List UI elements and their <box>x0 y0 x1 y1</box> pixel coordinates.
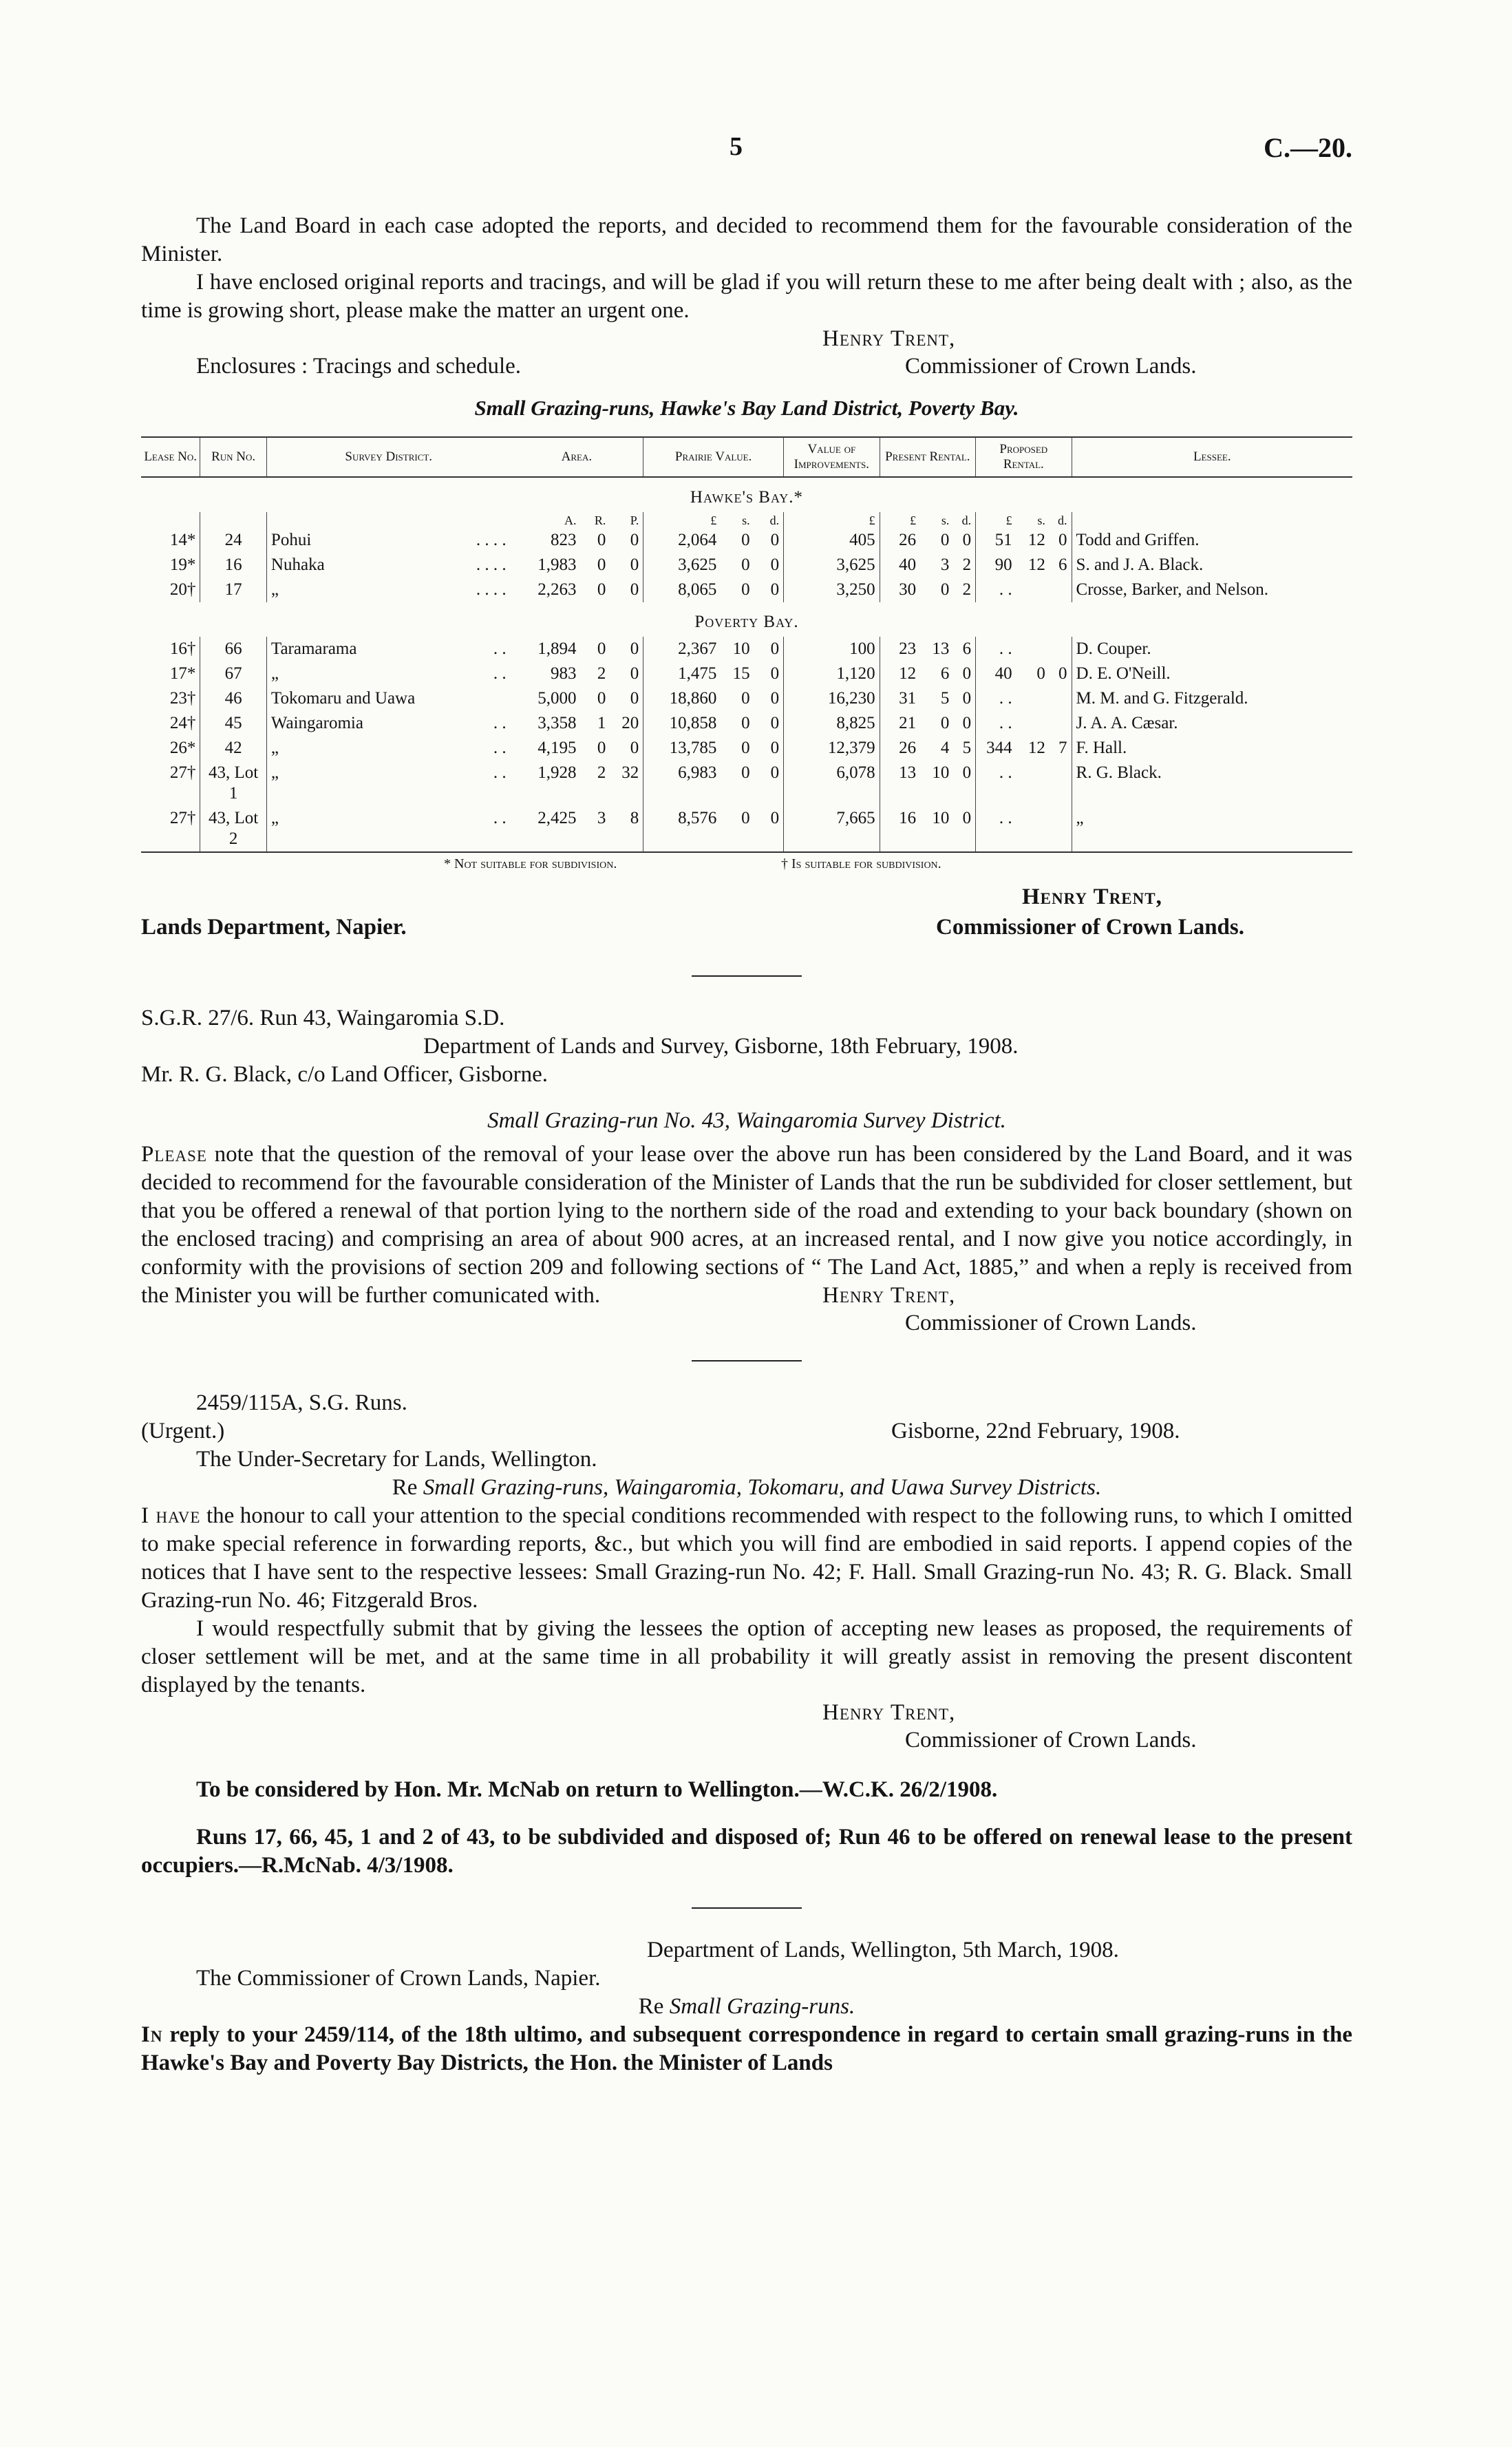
survey-district <box>266 711 510 736</box>
letter4-dateline: Department of Lands, Wellington, 5th March, 1908. <box>647 1938 1119 1963</box>
unit-label: s. <box>1037 513 1045 527</box>
letter3-addressee: The Under-Secretary for Lands, Wellington. <box>196 1447 597 1472</box>
table-row <box>141 736 1352 761</box>
survey-district <box>266 736 510 761</box>
area-acres: 1,983 <box>537 555 577 575</box>
present-pounds: 40 <box>880 553 920 578</box>
area-acres: 2,263 <box>537 580 577 600</box>
proposed-pence: 0 <box>1058 531 1067 550</box>
section-heading: Poverty Bay. <box>694 613 799 632</box>
prairie-shillings: 0 <box>741 689 750 708</box>
lead-word: In <box>141 2022 163 2047</box>
present-shillings: 10 <box>920 806 953 852</box>
present-pounds: 26 <box>880 736 920 761</box>
lease-no: 17* <box>169 664 196 684</box>
section-heading-row <box>141 477 1352 512</box>
area-acres: 2,425 <box>511 806 581 852</box>
signatory-name: Henry Trent, <box>822 1283 956 1309</box>
unit-label: d. <box>961 513 972 527</box>
run-no-text: 16 <box>224 555 242 575</box>
survey-district <box>266 637 510 661</box>
proposed-pounds: 40 <box>976 661 1016 686</box>
district-name: Tokomaru and Uawa <box>270 689 416 708</box>
proposed-pence <box>1050 761 1072 806</box>
run-no <box>200 806 267 852</box>
table-body <box>141 477 1352 853</box>
table-header-row <box>141 437 1352 477</box>
run-no-text: 17 <box>224 580 242 600</box>
proposed-shillings: 12 <box>1027 739 1045 758</box>
area-roods: 2 <box>597 763 606 783</box>
run-no <box>200 637 267 661</box>
unit-label: £ <box>880 512 920 529</box>
lessee-name: Todd and Griffen. <box>1072 528 1352 553</box>
proposed-pounds: . . <box>976 711 1016 736</box>
improvements-value: 100 <box>784 637 880 661</box>
re-word: Re <box>638 1994 664 2019</box>
units-spacer <box>200 512 267 529</box>
prairie-pence: 0 <box>770 531 780 550</box>
leader-dots: . . <box>493 639 507 659</box>
unit-label: £ <box>643 512 721 529</box>
present-pounds: 23 <box>880 637 920 661</box>
present-shillings: 5 <box>940 689 950 708</box>
proposed-pounds: 51 <box>976 528 1016 553</box>
prairie-pounds: 10,858 <box>643 711 721 736</box>
proposed-pounds: . . <box>976 761 1016 806</box>
unit-label: d. <box>1058 513 1067 527</box>
run-no <box>200 578 267 602</box>
table-row <box>141 761 1352 806</box>
unit-label: P. <box>630 513 639 527</box>
proposed-shillings <box>1016 578 1050 602</box>
area-roods: 0 <box>597 531 606 550</box>
body-text: reply to your 2459/114, of the 18th ultimo, and subsequent correspondence in regard to certain small grazing-runs in the Hawke's Bay and Poverty Bay Districts, the Hon. the Minister of Lands <box>141 2022 1352 2075</box>
area-acres: 983 <box>551 664 577 684</box>
present-pence: 0 <box>962 714 972 733</box>
leader-dots: . . . . <box>476 531 507 550</box>
prairie-pounds: 8,576 <box>643 806 721 852</box>
present-pence: 2 <box>962 555 972 575</box>
signatory-name: Henry Trent, <box>822 326 956 351</box>
col-area: Area. <box>511 437 643 477</box>
proposed-pence <box>1050 637 1072 661</box>
document-page <box>141 131 1352 2077</box>
area-perches: 0 <box>630 639 639 659</box>
units-spacer <box>266 512 510 529</box>
lessee-name: R. G. Black. <box>1072 761 1352 806</box>
table-row <box>141 711 1352 736</box>
lessee-name: Crosse, Barker, and Nelson. <box>1072 578 1352 602</box>
runs-table <box>141 436 1352 853</box>
prairie-shillings: 0 <box>721 806 754 852</box>
present-shillings: 10 <box>932 763 950 783</box>
proposed-shillings <box>1016 761 1050 806</box>
letter1-para1: The Land Board in each case adopted the reports, and decided to recommend them for the favourable consideration of the Minister. <box>141 213 1352 266</box>
letter2-ref: S.G.R. 27/6. Run 43, Waingaromia S.D. <box>141 1006 505 1031</box>
letter2-signature <box>141 1282 1352 1339</box>
unit-label: £ <box>784 512 880 529</box>
urgent-note: (Urgent.) <box>141 1419 225 1444</box>
survey-district <box>266 806 510 852</box>
signatory-title: Commissioner of Crown Lands. <box>905 353 1197 379</box>
proposed-shillings <box>1016 637 1050 661</box>
lease-no: 19* <box>169 555 196 575</box>
area-roods: 2 <box>597 664 606 684</box>
area-roods: 0 <box>597 580 606 600</box>
subject-text: Small Grazing-runs. <box>669 1994 855 2019</box>
proposed-shillings: 12 <box>1027 555 1045 575</box>
letter3-ref: 2459/115A, S.G. Runs. <box>196 1390 407 1416</box>
run-no-text: 46 <box>224 689 242 708</box>
signatory-title: Commissioner of Crown Lands. <box>905 1728 1197 1753</box>
district-name: Nuhaka <box>270 555 325 575</box>
area-roods: 0 <box>597 689 606 708</box>
district-name: Pohui <box>270 531 312 550</box>
present-pence: 0 <box>953 806 975 852</box>
prairie-pence: 0 <box>770 739 780 758</box>
prairie-pence: 0 <box>770 664 780 684</box>
area-perches: 0 <box>630 739 639 758</box>
prairie-shillings: 0 <box>741 555 750 575</box>
prairie-shillings: 0 <box>741 531 750 550</box>
lease-no: 16† <box>169 639 196 659</box>
lead-word: Please <box>141 1141 207 1167</box>
present-shillings: 0 <box>940 580 950 600</box>
district-name: „ <box>270 809 279 828</box>
present-pounds: 21 <box>880 711 920 736</box>
letter4-addressee: The Commissioner of Crown Lands, Napier. <box>196 1966 601 1991</box>
lead-word: I have <box>141 1503 201 1529</box>
proposed-pence <box>1050 686 1072 711</box>
letter4-body <box>141 2021 1352 2077</box>
letter3-body2: I would respectfully submit that by giving the lessees the option of accepting new leases as proposed, the requirements of closer settlement will be met, and at the same time in all probability it will greatly assist in removing the present discontent displayed by the tenants. <box>141 1616 1352 1697</box>
lessee-name: D. E. O'Neill. <box>1072 661 1352 686</box>
area-roods: 1 <box>597 714 606 733</box>
letter3-subject <box>141 1474 1352 1502</box>
area-acres: 5,000 <box>537 689 577 708</box>
area-perches: 0 <box>630 531 639 550</box>
prairie-shillings: 0 <box>741 739 750 758</box>
re-word: Re <box>392 1475 418 1501</box>
col-lessee: Lessee. <box>1072 437 1352 477</box>
area-acres: 4,195 <box>537 739 577 758</box>
improvements-value: 3,625 <box>784 553 880 578</box>
present-shillings: 3 <box>940 555 950 575</box>
parliamentary-ref: C.—20. <box>1264 132 1352 163</box>
present-pence: 2 <box>962 580 972 600</box>
area-perches: 0 <box>630 555 639 575</box>
unit-label: d. <box>769 513 780 527</box>
letter2-addressee: Mr. R. G. Black, c/o Land Officer, Gisborne. <box>141 1062 549 1088</box>
run-no <box>200 736 267 761</box>
district-name: Taramarama <box>270 639 357 659</box>
survey-district <box>266 761 510 806</box>
table-row <box>141 553 1352 578</box>
schedule-signature <box>141 883 1352 945</box>
improvements-value: 8,825 <box>784 711 880 736</box>
body-text: note that the question of the removal of your lease over the above run has been considered by the Land Board, and it was decided to recommend for the favourable consideration of the Minister of Lands that the run be subdivided for closer settlement, but that you be offered a renewal of that portion lying to the northern side of the road and extending to your back boundary (shown on the enclosed tracing) and comprising an area of about 900 acres, at an increased rental, and I now give you notice accordingly, in conformity with the provisions of section 209 and following sections of “ The Land Act, 1885,” and when a reply is received from the Minister you will be further comunicated with. <box>141 1141 1352 1308</box>
minute-1: To be considered by Hon. Mr. McNab on return to Wellington.—W.C.K. 26/2/1908. <box>196 1777 998 1803</box>
prairie-pounds: 1,475 <box>643 661 721 686</box>
proposed-shillings <box>1016 711 1050 736</box>
present-shillings: 0 <box>940 531 950 550</box>
col-district: Survey District. <box>266 437 510 477</box>
present-shillings: 6 <box>940 664 950 684</box>
present-pounds: 12 <box>880 661 920 686</box>
present-shillings: 0 <box>940 714 950 733</box>
col-improve: Value of Improvements. <box>784 437 880 477</box>
office-name: Lands Department, Napier. <box>141 915 407 940</box>
col-lease: Lease No. <box>141 437 200 477</box>
area-acres: 823 <box>551 531 577 550</box>
leader-dots: . . <box>493 664 507 684</box>
proposed-shillings: 12 <box>1027 531 1045 550</box>
lease-no: 27† <box>169 763 196 783</box>
body-text: the honour to call your attention to the special conditions recommended with respect to the following runs, to which I omitted to make special reference in forwarding reports, &c., but which you will find are embodied in said reports. I append copies of the notices that I have sent to the respective lessees: Small Grazing-run No. 42; F. Hall. Small Grazing-run No. 43; R. G. Black. Small Grazing-run No. 46; Fitzgerald Bros. <box>141 1503 1352 1613</box>
prairie-pence: 0 <box>754 806 784 852</box>
col-run: Run No. <box>200 437 267 477</box>
run-no <box>200 528 267 553</box>
minute-2: Runs 17, 66, 45, 1 and 2 of 43, to be subdivided and disposed of; Run 46 to be offered on renewal lease to the present occupiers.—R.McNab. 4/3/1908. <box>141 1825 1352 1878</box>
survey-district <box>266 661 510 686</box>
leader-dots: . . <box>493 763 507 783</box>
run-no <box>200 686 267 711</box>
prairie-pence: 0 <box>770 555 780 575</box>
run-no <box>200 661 267 686</box>
district-name: Waingaromia <box>270 714 363 733</box>
letter2-subject: Small Grazing-run No. 43, Waingaromia Survey District. <box>487 1108 1006 1134</box>
section-divider <box>692 1907 802 1909</box>
letter1-signature <box>141 325 1352 383</box>
schedule-title: Small Grazing-runs, Hawke's Bay Land District, Poverty Bay. <box>474 395 1019 420</box>
present-pence: 0 <box>962 664 972 684</box>
present-pence: 5 <box>962 739 972 758</box>
unit-label: A. <box>564 513 577 527</box>
survey-district <box>266 578 510 602</box>
letter3-signature <box>141 1699 1352 1757</box>
section-divider <box>692 975 802 977</box>
letter4-subject <box>141 1993 1352 2021</box>
lessee-name: J. A. A. Cæsar. <box>1072 711 1352 736</box>
prairie-pence: 0 <box>770 639 780 659</box>
section-divider <box>692 1360 802 1362</box>
proposed-pounds: 344 <box>976 736 1016 761</box>
district-name: „ <box>270 580 279 600</box>
prairie-pounds: 3,625 <box>643 553 721 578</box>
improvements-value: 405 <box>784 528 880 553</box>
proposed-pounds: . . <box>976 637 1016 661</box>
run-no-text: 42 <box>224 739 242 758</box>
area-perches: 32 <box>621 763 639 783</box>
prairie-pounds: 6,983 <box>643 761 721 806</box>
prairie-pence: 0 <box>770 689 780 708</box>
proposed-pounds: . . <box>976 578 1016 602</box>
prairie-pounds: 13,785 <box>643 736 721 761</box>
lease-no: 27† <box>141 806 200 852</box>
leader-dots: . . <box>493 809 507 828</box>
prairie-pence: 0 <box>770 580 780 600</box>
proposed-pence <box>1050 711 1072 736</box>
lessee-name: F. Hall. <box>1072 736 1352 761</box>
letter1-para2: I have enclosed original reports and tracings, and will be glad if you will return these to me after being dealt with ; also, as the time is growing short, please make the matter an urgent one. <box>141 269 1352 323</box>
area-acres: 1,928 <box>537 763 577 783</box>
proposed-shillings: 0 <box>1036 664 1045 684</box>
proposed-pence <box>1050 806 1072 852</box>
table-row <box>141 637 1352 661</box>
prairie-shillings: 15 <box>732 664 750 684</box>
unit-label: s. <box>742 513 750 527</box>
proposed-pounds: 90 <box>976 553 1016 578</box>
present-shillings: 4 <box>940 739 950 758</box>
present-pounds: 13 <box>880 761 920 806</box>
prairie-shillings: 0 <box>741 580 750 600</box>
run-no-text: 45 <box>224 714 242 733</box>
prairie-pounds: 2,367 <box>643 637 721 661</box>
prairie-pence: 0 <box>770 763 780 783</box>
subject-text: Small Grazing-runs, Waingaromia, Tokomaru, and Uawa Survey Districts. <box>423 1475 1102 1501</box>
present-pounds: 31 <box>880 686 920 711</box>
unit-label: s. <box>941 513 950 527</box>
prairie-pounds: 2,064 <box>643 528 721 553</box>
units-row <box>141 512 1352 529</box>
run-no <box>200 553 267 578</box>
letter3-body1 <box>141 1502 1352 1615</box>
improvements-value: 3,250 <box>784 578 880 602</box>
signatory-name: Henry Trent, <box>1022 884 1162 910</box>
prairie-shillings: 0 <box>741 714 750 733</box>
proposed-pence: 6 <box>1058 555 1067 575</box>
signatory-title: Commissioner of Crown Lands. <box>936 915 1244 940</box>
section-heading: Hawke's Bay.* <box>690 487 804 507</box>
page-header <box>141 131 1352 172</box>
district-name: „ <box>270 664 279 684</box>
proposed-pounds: . . <box>976 806 1016 852</box>
present-pence: 0 <box>962 689 972 708</box>
improvements-value: 1,120 <box>784 661 880 686</box>
section-heading-row <box>141 602 1352 637</box>
survey-district <box>266 686 510 711</box>
units-spacer <box>1072 512 1352 529</box>
area-perches: 0 <box>630 580 639 600</box>
district-name: „ <box>270 763 279 783</box>
prairie-pounds: 18,860 <box>643 686 721 711</box>
signatory-title: Commissioner of Crown Lands. <box>905 1311 1197 1336</box>
lessee-name: „ <box>1072 806 1352 852</box>
proposed-shillings <box>1016 806 1050 852</box>
area-roods: 0 <box>597 555 606 575</box>
leader-dots: . . <box>493 739 507 758</box>
units-spacer <box>141 512 200 529</box>
proposed-pence <box>1050 578 1072 602</box>
lease-no: 26* <box>169 739 196 758</box>
lessee-name: D. Couper. <box>1072 637 1352 661</box>
table-footnotes <box>141 853 1352 878</box>
run-no-text: 66 <box>224 639 242 659</box>
survey-district <box>266 553 510 578</box>
lease-no: 20† <box>169 580 196 600</box>
survey-district <box>266 528 510 553</box>
improvements-value: 12,379 <box>784 736 880 761</box>
lease-no: 14* <box>169 531 196 550</box>
letter2-dateline: Department of Lands and Survey, Gisborne, 18th February, 1908. <box>423 1034 1019 1059</box>
enclosures-note: Enclosures : Tracings and schedule. <box>196 353 522 379</box>
lease-no: 23† <box>169 689 196 708</box>
col-prairie: Prairie Value. <box>643 437 784 477</box>
area-acres: 3,358 <box>537 714 577 733</box>
table-row <box>141 578 1352 602</box>
present-pence: 6 <box>962 639 972 659</box>
run-no-text: 43, Lot 2 <box>209 809 259 849</box>
present-shillings: 13 <box>932 639 950 659</box>
letter3-dateline-row <box>141 1417 1352 1445</box>
improvements-value: 6,078 <box>784 761 880 806</box>
prairie-shillings: 0 <box>741 763 750 783</box>
footnote-dagger: † Is suitable for subdivision. <box>781 856 941 872</box>
proposed-pence: 0 <box>1058 664 1067 684</box>
prairie-pence: 0 <box>770 714 780 733</box>
table-row <box>141 806 1352 852</box>
proposed-shillings <box>1016 686 1050 711</box>
present-pence: 0 <box>962 531 972 550</box>
footnote-star: * Not suitable for subdivision. <box>444 856 617 872</box>
letter3-dateline: Gisborne, 22nd February, 1908. <box>891 1419 1180 1444</box>
col-proposed: Proposed Rental. <box>976 437 1072 477</box>
table-row <box>141 661 1352 686</box>
proposed-pence: 7 <box>1058 739 1067 758</box>
unit-label: R. <box>594 513 606 527</box>
signatory-name: Henry Trent, <box>822 1700 956 1726</box>
run-no-text: 24 <box>224 531 242 550</box>
area-perches: 20 <box>621 714 639 733</box>
leader-dots: . . <box>493 714 507 733</box>
present-pounds: 26 <box>880 528 920 553</box>
lease-no: 24† <box>169 714 196 733</box>
present-pounds: 16 <box>880 806 920 852</box>
run-no-text: 43, Lot 1 <box>209 763 259 803</box>
improvements-value: 16,230 <box>784 686 880 711</box>
area-perches: 0 <box>630 689 639 708</box>
prairie-shillings: 10 <box>732 639 750 659</box>
area-roods: 0 <box>597 639 606 659</box>
present-pence: 0 <box>962 763 972 783</box>
improvements-value: 7,665 <box>784 806 880 852</box>
area-acres: 1,894 <box>537 639 577 659</box>
area-roods: 0 <box>597 739 606 758</box>
district-name: „ <box>270 739 279 758</box>
area-perches: 0 <box>630 664 639 684</box>
unit-label: £ <box>976 512 1016 529</box>
run-no <box>200 711 267 736</box>
area-perches: 8 <box>610 806 643 852</box>
present-pounds: 30 <box>880 578 920 602</box>
run-no <box>200 761 267 806</box>
area-roods: 3 <box>581 806 610 852</box>
prairie-pounds: 8,065 <box>643 578 721 602</box>
leader-dots: . . . . <box>476 580 507 600</box>
col-present: Present Rental. <box>880 437 975 477</box>
leader-dots: . . . . <box>476 555 507 575</box>
lessee-name: S. and J. A. Black. <box>1072 553 1352 578</box>
proposed-pounds: . . <box>976 686 1016 711</box>
table-row <box>141 686 1352 711</box>
page-number: 5 <box>730 132 743 161</box>
lessee-name: M. M. and G. Fitzgerald. <box>1072 686 1352 711</box>
table-row <box>141 528 1352 553</box>
run-no-text: 67 <box>224 664 242 684</box>
